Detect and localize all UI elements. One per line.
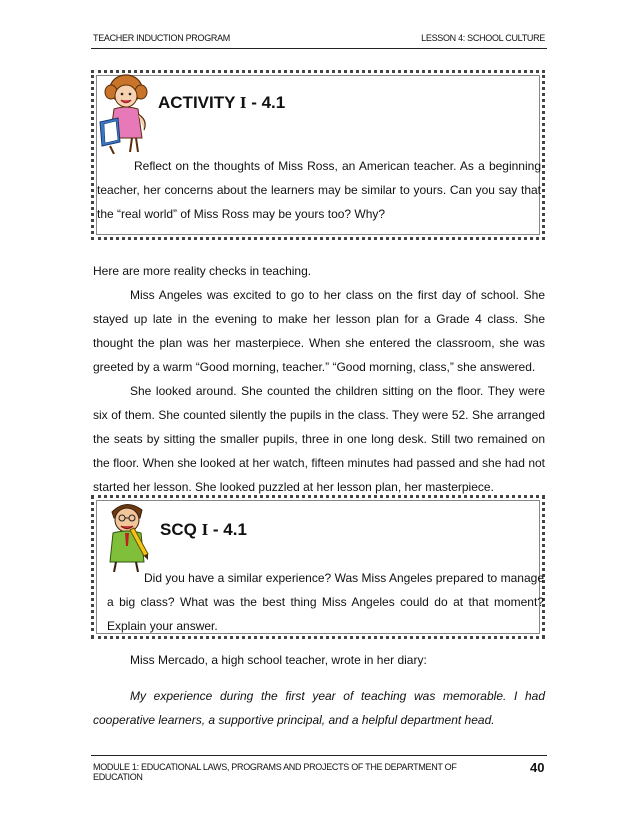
teacher-man-icon [98, 498, 154, 572]
header-lesson: LESSON 4: SCHOOL CULTURE [421, 33, 545, 43]
scq-text: Did you have a similar experience? Was Miss Angeles prepared to manage a big class? What was the best thing Miss Angeles could do at that moment? Explain your answer. [107, 571, 544, 633]
page-header [93, 33, 545, 47]
activity-title: ACTIVITY I - 4.1 [158, 93, 286, 112]
scq-title: SCQ I - 4.1 [160, 520, 247, 539]
diary-quote: My experience during the first year of teaching was memorable. I had cooperative learners, a supportive principal, and a helpful department head. [93, 689, 545, 727]
footer-rule [91, 755, 547, 756]
body-intro: Here are more reality checks in teaching. [93, 264, 312, 278]
after-text [93, 648, 545, 732]
footer-module: MODULE 1: EDUCATIONAL LAWS, PROGRAMS AND PROJECTS OF THE DEPARTMENT OF EDUCATION [93, 762, 457, 782]
body-paragraph-1: Miss Angeles was excited to go to her class on the first day of school. She stayed up late in the evening to make her lesson plan for a Grade 4 class. She thought the plan was her masterpiece. When she entered the classroom, she was greeted by a warm “Good morning, teacher.” “Good morning, class,” she answered. [93, 288, 545, 374]
page-number: 40 [530, 760, 545, 775]
header-rule [91, 48, 547, 49]
teacher-woman-icon [96, 72, 154, 154]
header-program: TEACHER INDUCTION PROGRAM [93, 33, 231, 43]
body-text [93, 259, 545, 499]
body-paragraph-2: She looked around. She counted the children sitting on the floor. They were six of them. She counted silently the pupils in the class. They were 52. She arranged the seats by sitting the smaller pupils, three in one long desk. Still two remained on the floor. When she looked at her watch, fifteen minutes had passed and she had not started her lesson. She looked puzzled at her lesson plan, her masterpiece. [93, 384, 545, 494]
after-paragraph-1: Miss Mercado, a high school teacher, wrote in her diary: [130, 653, 427, 667]
activity-text: Reflect on the thoughts of Miss Ross, an American teacher. As a beginning teacher, her concerns about the learners may be similar to yours. Can you say that the “real world” of Miss Ross may be yours too? Why? [97, 159, 541, 221]
